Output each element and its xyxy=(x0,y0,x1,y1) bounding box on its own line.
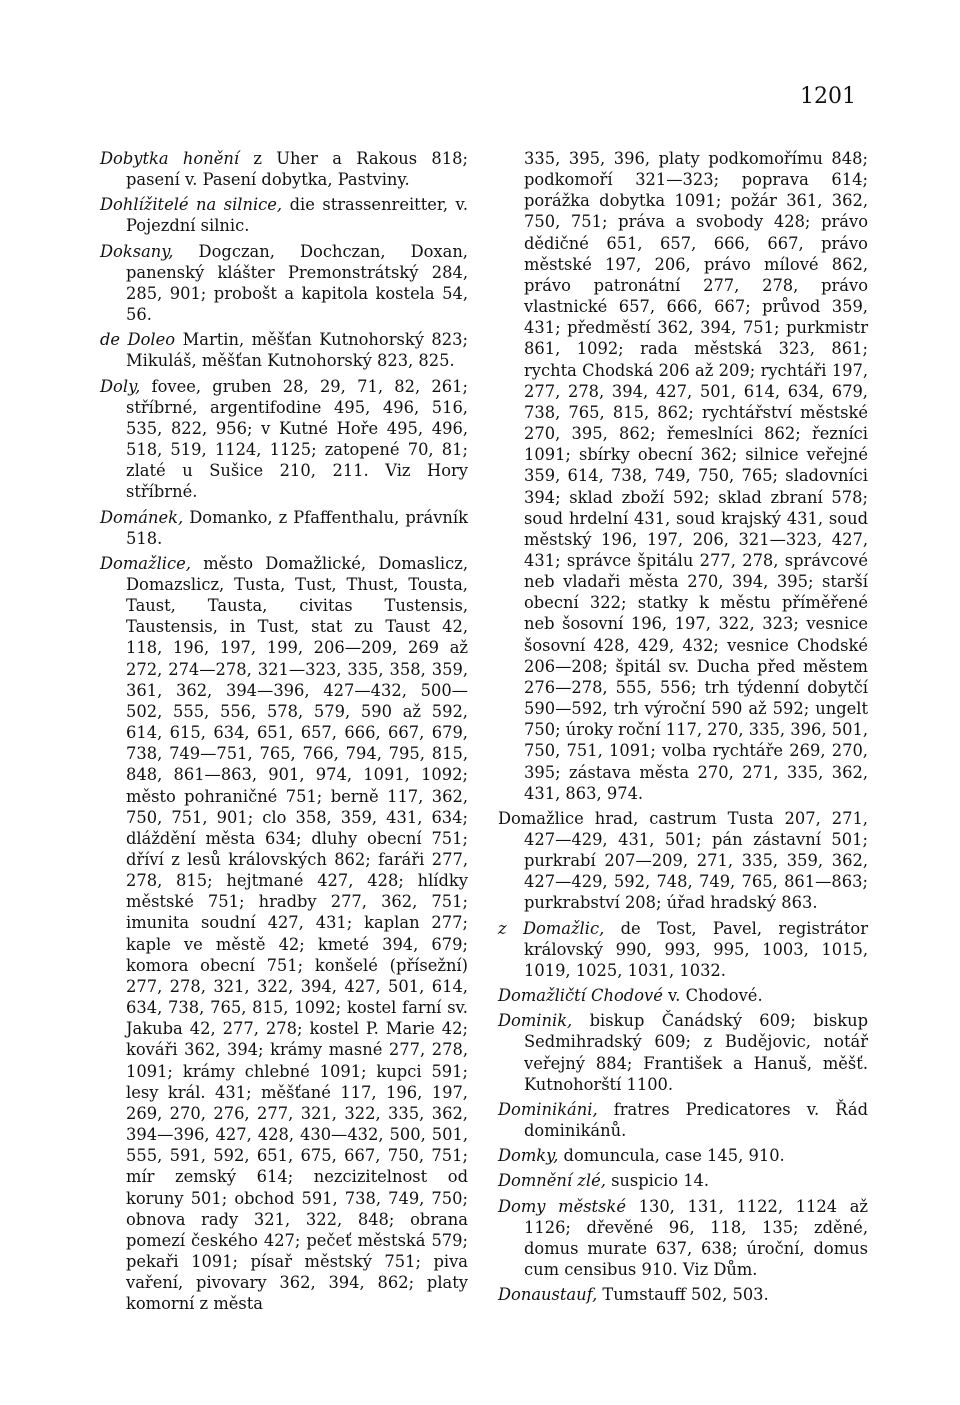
page-number: 1201 xyxy=(800,84,856,109)
entry-headword: Dománek, xyxy=(100,507,184,527)
entry-text: Domanko, z Pfaffenthalu, právník 518. xyxy=(126,507,468,548)
entry-text: Martin, měšťan Kutnohorský 823; Mikuláš, měšťan Kutnohorský 823, 825. xyxy=(126,330,468,371)
entry-text: suspicio 14. xyxy=(605,1171,710,1191)
entry-headword: Dominikáni, xyxy=(498,1099,598,1119)
entry-headword: Dohlížitelé na silnice, xyxy=(100,195,283,215)
entry-text: Tumstauff 502, 503. xyxy=(597,1285,769,1305)
index-entry xyxy=(498,1170,868,1191)
index-column-left xyxy=(100,148,468,1318)
index-entry xyxy=(100,553,468,1315)
index-entry xyxy=(100,507,468,549)
index-entry xyxy=(100,329,468,371)
entry-text: Domažlice hrad, castrum Tusta 207, 271, 427—429, 431, 501; pán zástavní 501; purkrabí 207—209, 271, 335, 359, 362, 427—429, 592, 748, 749, 765, 861—863; purkrabství 208; úřad hradský 863. xyxy=(498,808,868,913)
entry-headword: Dominik, xyxy=(498,1011,573,1031)
entry-text: 130, 131, 1122, 1124 až 1126; dřevěné 96, 118, 135; zděné, domus murate 637, 638; úroční, domus cum censibus 910. Viz Dům. xyxy=(524,1196,868,1279)
entry-text: město Domažlické, Domaslicz, Domazslicz, Tusta, Tust, Thust, Tousta, Taust, Tausta, civitas Tustensis, Taustensis, in Tust, stat zu Taust 42, 118, 196, 197, 199, 206—209, 269 až 272, 274—278, 321—323, 335, 358, 359, 361, 362, 394—396, 427—432, 500—502, 555, 556, 578, 579, 590 až 592, 614, 615, 634, 651, 657, 666, 667, 679, 738, 749—751, 765, 766, 794, 795, 815, 848, 861—863, 901, 974, 1091, 1092; město pohraničné 751; berně 117, 362, 750, 751, 901; clo 358, 359, 431, 634; dláždění města 634; dluhy obecní 751; dříví z lesů královských 862; faráři 277, 278, 815; hejtmané 427, 428; hlídky městské 751; hradby 277, 362, 751; imunita soudní 427, 431; kaplan 277; kaple ve městě 42; kmeté 394, 679; komora obecní 751; konšelé (přísežní) 277, 278, 321, 322, 394, 427, 501, 614, 634, 738, 765, 815, 1092; kostel farní sv. Jakuba 42, 277, 278; kostel P. Marie 42; kováři 362, 394; krámy masné 277, 278, 1091; krámy chlebné 1091; kupci 591; lesy král. 431; měšťané 117, 196, 197, 269, 270, 276, 277, 321, 322, 335, 362, 394—396, 427, 428, 430—432, 500, 501, 555, 591, 592, 651, 675, 667, 750, 751; mír zemský 614; nezcizitelnost od koruny 501; obchod 591, 738, 749, 750; obnova rady 321, 322, 848; obrana pomezí českého 427; pečeť městská 579; pekaři 1091; písař městský 751; piva vaření, pivovary 362, 394, 862; platy komorní z města xyxy=(126,553,468,1314)
index-entry xyxy=(100,241,468,326)
entry-text: domuncula, case 145, 910. xyxy=(558,1146,785,1166)
index-entry xyxy=(498,918,868,981)
entry-text: z Uher a Rakous 818; pasení v. Pasení dobytka, Pastviny. xyxy=(126,149,468,190)
index-entry xyxy=(498,148,868,804)
index-column-right xyxy=(498,148,868,1309)
entry-headword: Domnění zlé, xyxy=(498,1171,606,1191)
entry-headword: Domažličtí Chodové xyxy=(498,986,663,1006)
index-entry xyxy=(100,148,468,190)
index-entry xyxy=(100,194,468,236)
entry-headword: z Domažlic, xyxy=(498,918,605,938)
entry-headword: Domky, xyxy=(498,1146,559,1166)
entry-text: Dogczan, Dochczan, Doxan, panenský klášter Premonstrátský 284, 285, 901; probošt a kapitola kostela 54, 56. xyxy=(126,241,468,325)
entry-headword: Doly, xyxy=(100,376,141,396)
entry-headword: Doksany, xyxy=(100,241,174,261)
index-entry xyxy=(498,1099,868,1141)
entry-text: fovee, gruben 28, 29, 71, 82, 261; stříbrné, argentifodine 495, 496, 516, 535, 822, 956; v Kutné Hoře 495, 496, 518, 519, 1124, 1125; zatopené 70, 81; zlaté u Sušice 210, 211. Viz Hory stříbrné. xyxy=(126,376,468,502)
entry-text: die strassenreitter, v. Pojezdní silnic. xyxy=(126,195,468,236)
entry-text: de Tost, Pavel, registrátor královský 990, 993, 995, 1003, 1015, 1019, 1025, 1031, 1032. xyxy=(524,918,868,980)
entry-text: v. Chodové. xyxy=(662,986,763,1006)
index-entry xyxy=(100,376,468,503)
index-entry xyxy=(498,1196,868,1281)
index-entry xyxy=(498,985,868,1006)
index-entry xyxy=(498,808,868,914)
index-entry xyxy=(498,1145,868,1166)
entry-text: 335, 395, 396, platy podkomořímu 848; podkomoří 321—323; poprava 614; porážka dobytka 1091; požár 361, 362, 750, 751; práva a svobody 428; právo dědičné 651, 657, 666, 667, právo městské 197, 206, právo mílové 862, právo patronátní 277, 278, právo vlastnické 657, 666, 667; průvod 359, 431; předměstí 362, 394, 751; purkmistr 861, 1092; rada městská 323, 861; rychta Chodská 206 až 209; rychtáři 197, 277, 278, 394, 427, 501, 614, 634, 679, 738, 765, 815, 862; rychtářství městské 270, 395, 862; řemeslníci 862; řezníci 1091; sbírky obecní 362; silnice veřejné 359, 614, 738, 749, 750, 765; sladovníci 394; sklad zboží 592; sklad zbraní 578; soud hrdelní 431, soud krajský 431, soud městský 196, 197, 206, 321—323, 427, 431; správce špitálu 277, 278, správcové neb vladaři města 270, 394, 395; starší obecní 322; statky k městu příměřené neb šosovní 196, 197, 322, 323; vesnice šosovní 428, 429, 432; vesnice Chodské 206—208; špitál sv. Ducha před městem 276—278, 555, 556; trh týdenní dobytčí 590—592, trh výroční 590 až 592; ungelt 750; úroky roční 117, 270, 335, 396, 501, 750, 751, 1091; volba rychtáře 269, 270, 395; zástava města 270, 271, 335, 362, 431, 863, 974. xyxy=(524,149,868,803)
entry-headword: Domažlice, xyxy=(100,553,191,573)
entry-headword: Donaustauf, xyxy=(498,1285,598,1305)
index-entry xyxy=(498,1010,868,1095)
entry-headword: Dobytka honění xyxy=(100,149,240,168)
entry-text: biskup Čanádský 609; biskup Sedmihradský 609; z Budějovic, notář veřejný 884; František a Hanuš, měšť. Kutnohorští 1100. xyxy=(524,1011,868,1094)
index-entry xyxy=(498,1284,868,1305)
entry-headword: Domy městské xyxy=(498,1196,626,1216)
entry-headword: de Doleo xyxy=(100,330,176,350)
entry-text: fratres Predicatores v. Řád dominikánů. xyxy=(524,1099,868,1141)
